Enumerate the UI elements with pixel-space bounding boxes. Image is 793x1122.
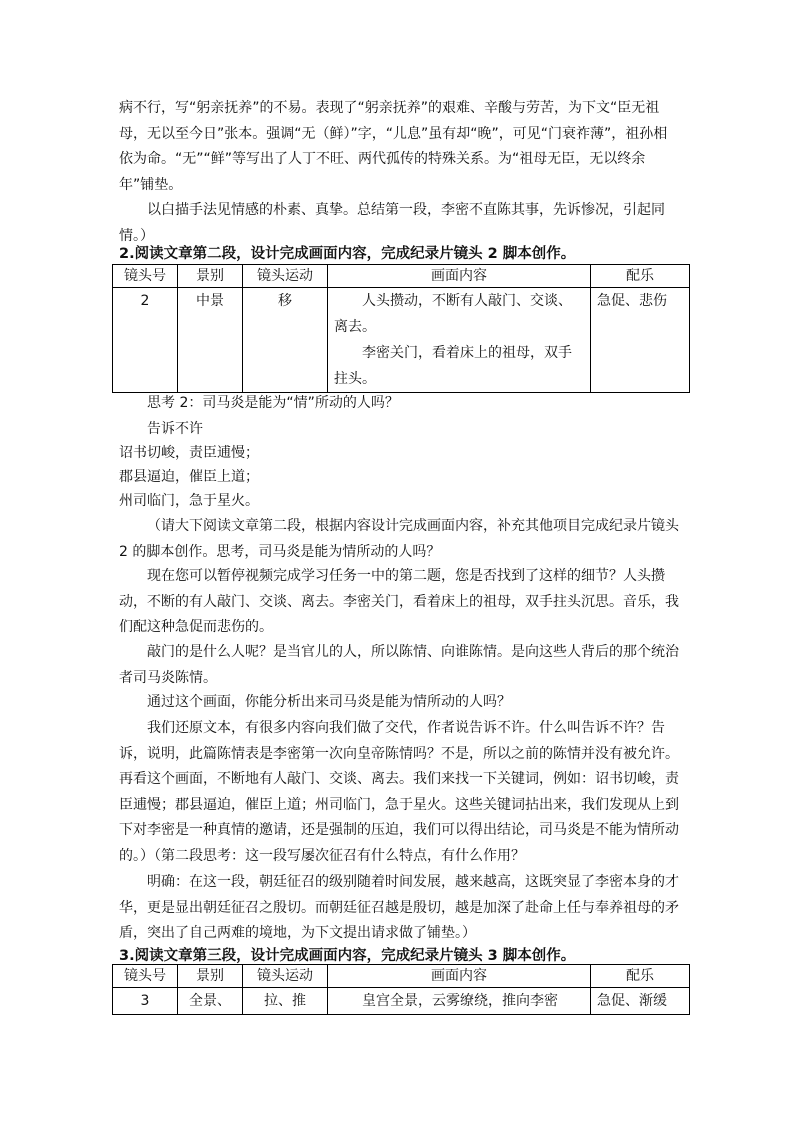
header-camera-move: 镜头运动 (243, 965, 328, 988)
section2-heading: 2.阅读文章第二段，设计完成画面内容，完成纪录片镜头 2 脚本创作。 (119, 246, 576, 262)
quote-line: 州司临门，急于星火。 (119, 493, 259, 509)
cell-scene: 中景 (178, 288, 243, 393)
header-scene: 景别 (178, 265, 243, 288)
content-line: 李密关门，看着床上的祖母，双手拄头。 (334, 345, 572, 387)
section3-heading: 3.阅读文章第三段，设计完成画面内容，完成纪录片镜头 3 脚本创作。 (119, 948, 576, 964)
body-paragraph: 我们还原文本，有很多内容向我们做了交代，作者说告诉不许。什么叫告诉不许？告诉，说明，此篇陈情表是李密第一次向皇帝陈情吗？不是，所以之前的陈情并没有被允许。再看这个画面，不断地有人敲门、交谈、离去。我们来找一下关键词，例如：诏书切峻，责臣逋慢；郡县逼迫，催臣上道；州司临门，急于星火。这些关键词拈出来，我们发现从上到下对李密是一种真情的邀请，还是强制的压迫，我们可以得出结论，司马炎是不能为情所动的。） (119, 720, 679, 864)
quote-line: 郡县逼迫，催臣上道； (119, 469, 259, 485)
body-paragraph: 敲门的是什么人呢？是当官儿的人，所以陈情、向谁陈情。是向这些人背后的那个统治者司马炎陈情。 (119, 644, 679, 686)
body-paragraph: 现在您可以暂停视频完成学习任务一中的第二题，您是否找到了这样的细节？人头攒动，不断的有人敲门、交谈、离去。李密关门，看着床上的祖母，双手拄头沉思。音乐，我们配这种急促而悲伤的。 (119, 568, 679, 635)
summary-paragraph: 以白描手法见情感的朴素、真挚。总结第一段，李密不直陈其事，先诉惨况，引起同情。） (119, 202, 665, 244)
content-line: 人头攒动，不断有人敲门、交谈、离去。 (334, 293, 572, 335)
content-line: 皇宫全景，云雾缭绕，推向李密 (362, 993, 558, 1009)
cell-scene: 全景、 (178, 988, 243, 1015)
shot2-table (112, 264, 690, 393)
cell-camera-move: 移 (243, 288, 328, 393)
table-row (113, 988, 690, 1015)
header-content: 画面内容 (328, 265, 591, 288)
quote-intro: 告诉不许 (147, 421, 203, 437)
header-music: 配乐 (591, 965, 690, 988)
body-paragraph: （请大下阅读文章第二段，根据内容设计完成画面内容，补充其他项目完成纪录片镜头 2 的脚本创作。思考，司马炎是能为情所动的人吗？ (119, 518, 679, 560)
header-content: 画面内容 (328, 965, 591, 988)
body-paragraph: 明确：在这一段，朝廷征召的级别随着时间发展，越来越高，这既突显了李密本身的才华，更是显出朝廷征召之殷切。而朝廷征召越是殷切，越是加深了赴命上任与奉养祖母的矛盾，突出了自己两难的境地，为下文提出请求做了铺垫。） (119, 874, 679, 941)
think-title: 思考 2：司马炎是能为“情”所动的人吗？ (147, 395, 399, 411)
body-paragraph: 通过这个画面，你能分析出来司马炎是能为情所动的人吗？ (147, 694, 511, 710)
cell-camera-move: 拉、推 (243, 988, 328, 1015)
cell-shot-no: 3 (113, 988, 178, 1015)
cell-shot-no: 2 (113, 288, 178, 393)
header-music: 配乐 (591, 265, 690, 288)
cell-music: 急促、悲伤 (591, 288, 690, 393)
shot3-table (112, 964, 690, 1015)
table-row (113, 288, 690, 393)
table-header-row (113, 265, 690, 288)
header-shot-no: 镜头号 (113, 265, 178, 288)
header-camera-move: 镜头运动 (243, 265, 328, 288)
intro-paragraph: 病不行，写“躬亲抚养”的不易。表现了“躬亲抚养”的艰难、辛酸与劳苦，为下文“臣无祖母，无以至今日”张本。强调“无（鲜）”字，“儿息”虽有却“晚”，可见“门衰祚薄”，祖孙相依为命。“无”“鲜”等写出了人丁不旺、两代孤传的特殊关系。为“祖母无臣，无以终余年”铺垫。 (119, 100, 668, 193)
body-paragraph: （第二段思考：这一段写屡次征召有什么特点，有什么作用？ (147, 848, 525, 864)
cell-content (328, 288, 591, 393)
header-shot-no: 镜头号 (113, 965, 178, 988)
table-header-row (113, 965, 690, 988)
cell-content (328, 988, 591, 1015)
quote-line: 诏书切峻，责臣逋慢； (119, 445, 259, 461)
cell-music: 急促、渐缓 (591, 988, 690, 1015)
header-scene: 景别 (178, 965, 243, 988)
